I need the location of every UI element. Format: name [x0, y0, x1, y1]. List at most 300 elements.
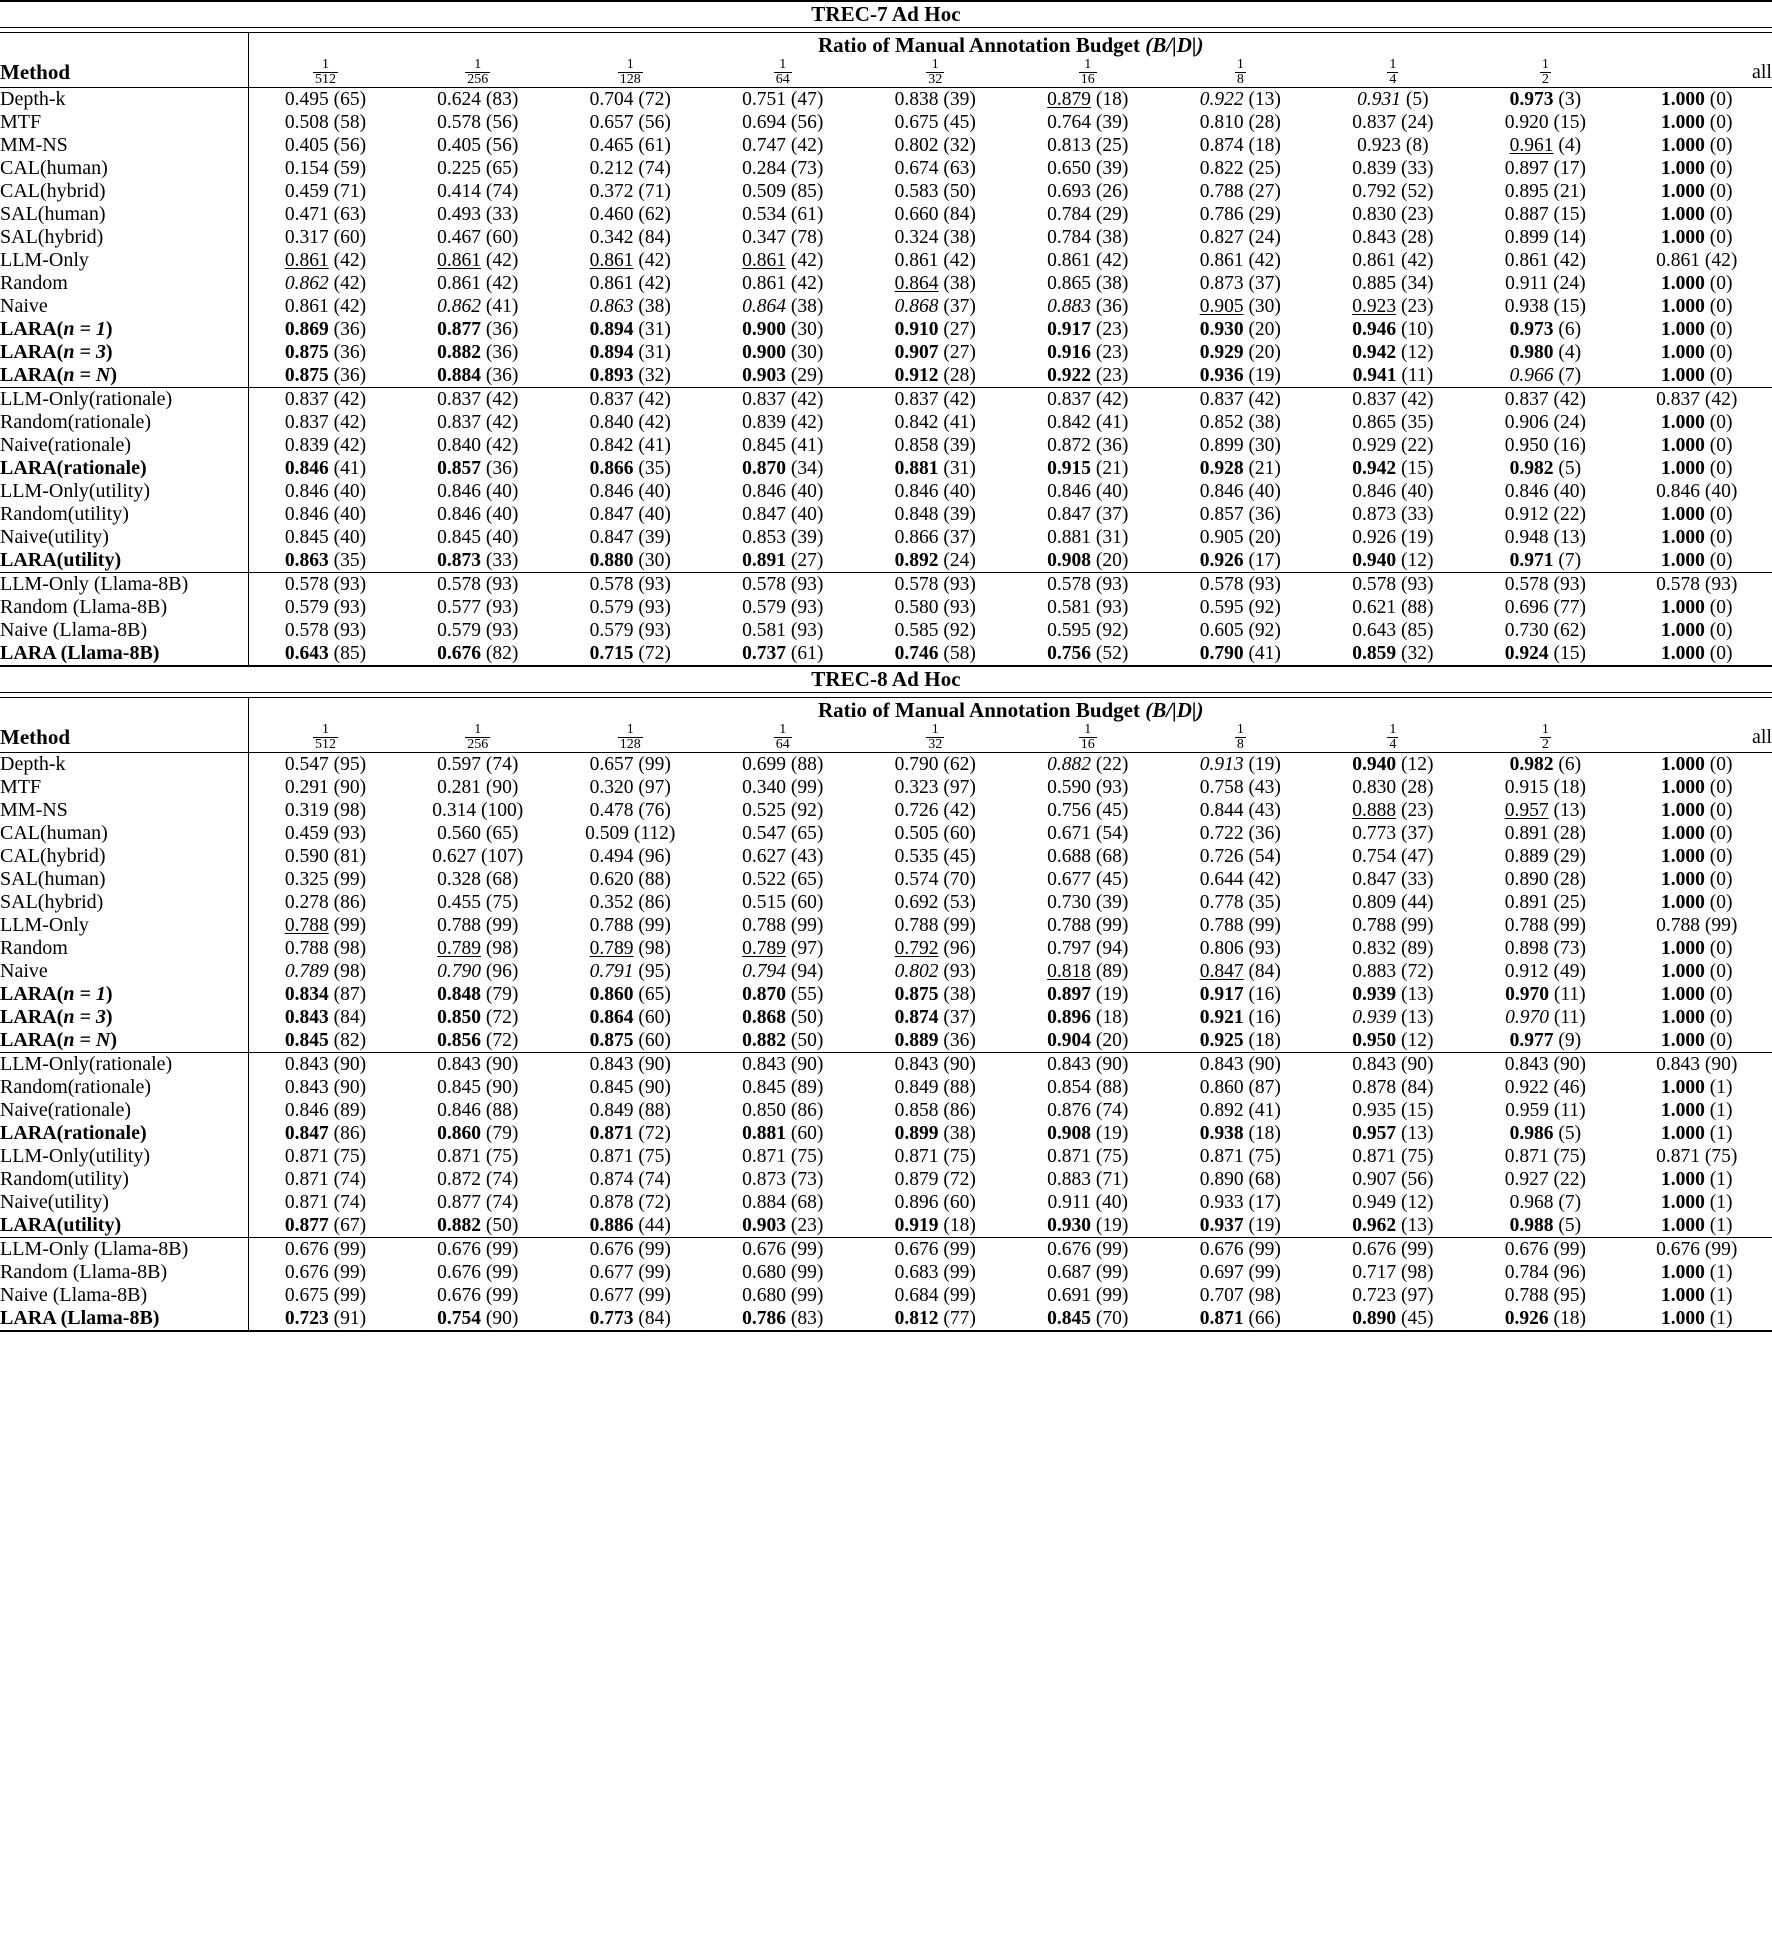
- metric-count: (72): [480, 1029, 519, 1051]
- budget-column-header-16: [1012, 723, 1165, 753]
- metric-count: (65): [786, 822, 824, 844]
- metric-value: 0.508: [284, 111, 329, 133]
- metric-count: (89): [328, 1099, 367, 1121]
- metric-value: 0.291: [284, 776, 329, 798]
- metric-value: 0.842: [1047, 411, 1092, 433]
- metric-count: (41): [1091, 411, 1129, 433]
- metric-cell: [401, 364, 554, 388]
- metric-value: 0.897: [1047, 983, 1092, 1005]
- metric-cell: [859, 1307, 1012, 1331]
- metric-count: (27): [938, 318, 976, 340]
- metric-value: 0.624: [437, 88, 481, 110]
- metric-cell: [1469, 822, 1622, 845]
- metric-count: (93): [480, 619, 519, 641]
- metric-count: (20): [1243, 341, 1281, 363]
- metric-value: 0.832: [1352, 937, 1397, 959]
- metric-value: 0.788: [1047, 914, 1092, 936]
- metric-count: (37): [1396, 822, 1434, 844]
- metric-value: 0.846: [742, 480, 787, 502]
- metric-cell: [1317, 776, 1470, 799]
- table-row: [0, 799, 1772, 822]
- budget-fraction: [926, 58, 944, 88]
- metric-cell: [859, 272, 1012, 295]
- fraction-denominator: 8: [1236, 736, 1244, 752]
- metric-count: (1): [1704, 1284, 1733, 1306]
- metric-count: (83): [786, 1307, 824, 1329]
- metric-cell: [707, 983, 860, 1006]
- metric-count: (58): [938, 642, 976, 664]
- metric-cell: [707, 1006, 860, 1029]
- metric-cell: [1317, 822, 1470, 845]
- metric-cell: [1622, 411, 1772, 434]
- metric-count: (90): [1091, 1053, 1129, 1075]
- metric-cell: [707, 1053, 860, 1076]
- method-name-cell: Naive(rationale): [0, 434, 249, 457]
- metric-cell: [554, 134, 707, 157]
- metric-value: 1.000: [1661, 822, 1705, 844]
- metric-value: 0.842: [894, 411, 939, 433]
- metric-cell: [401, 388, 554, 411]
- metric-count: (99): [1091, 914, 1129, 936]
- metric-cell: [401, 799, 554, 822]
- metric-cell: [401, 526, 554, 549]
- metric-cell: [1317, 249, 1470, 272]
- metric-cell: [1164, 480, 1317, 503]
- metric-value: 1.000: [1661, 753, 1705, 775]
- metric-count: (41): [328, 457, 367, 479]
- metric-count: (15): [1548, 642, 1586, 664]
- method-name-cell: Naive(rationale): [0, 1099, 249, 1122]
- metric-value: 0.788: [1199, 180, 1244, 202]
- metric-value: 0.904: [1047, 1029, 1092, 1051]
- method-name-cell: LARA(rationale): [0, 457, 249, 480]
- metric-value: 0.868: [742, 1006, 787, 1028]
- metric-count: (50): [938, 180, 976, 202]
- metric-value: 1.000: [1661, 1284, 1705, 1306]
- metric-value: 0.875: [894, 983, 939, 1005]
- metric-value: 0.883: [1047, 295, 1092, 317]
- metric-cell: [1469, 503, 1622, 526]
- metric-count: (0): [1704, 111, 1733, 133]
- metric-value: 0.939: [1352, 1006, 1397, 1028]
- table-row: [0, 596, 1772, 619]
- metric-count: (36): [328, 318, 367, 340]
- metric-count: (99): [1243, 1238, 1281, 1260]
- table-row: [0, 411, 1772, 434]
- method-name-suffix: ): [110, 1029, 117, 1052]
- metric-value: 0.866: [894, 526, 939, 548]
- metric-cell: [1317, 318, 1470, 341]
- metric-value: 0.676: [284, 1238, 329, 1260]
- metric-cell: [1622, 434, 1772, 457]
- metric-count: (75): [480, 1145, 519, 1167]
- metric-count: (30): [633, 549, 671, 571]
- fraction-numerator: 1: [626, 56, 634, 72]
- metric-count: (90): [1548, 1053, 1586, 1075]
- metric-count: (67): [328, 1214, 367, 1236]
- metric-count: (1): [1704, 1076, 1733, 1098]
- metric-cell: [554, 1029, 707, 1053]
- metric-value: 0.578: [1199, 573, 1244, 595]
- metric-cell: [401, 1122, 554, 1145]
- metric-count: (29): [1548, 845, 1586, 867]
- table-row: [0, 868, 1772, 891]
- metric-cell: [1164, 642, 1317, 666]
- fraction-denominator: 64: [775, 736, 790, 752]
- metric-value: 0.751: [742, 88, 787, 110]
- metric-cell: [1012, 1214, 1165, 1238]
- metric-cell: [1012, 1284, 1165, 1307]
- metric-value: 0.897: [1504, 157, 1549, 179]
- metric-value: 0.891: [1504, 891, 1549, 913]
- metric-count: (90): [633, 1053, 671, 1075]
- metric-value: 0.597: [437, 753, 481, 775]
- metric-cell: [554, 111, 707, 134]
- metric-cell: [401, 642, 554, 666]
- metric-value: 1.000: [1661, 1006, 1705, 1028]
- metric-value: 0.846: [284, 503, 329, 525]
- metric-cell: [554, 1099, 707, 1122]
- metric-count: (99): [1548, 914, 1586, 936]
- metric-count: (37): [938, 526, 976, 548]
- metric-cell: [1012, 88, 1165, 111]
- metric-value: 0.906: [1504, 411, 1549, 433]
- fraction-denominator: 4: [1389, 71, 1397, 87]
- metric-value: 0.676: [437, 642, 481, 664]
- metric-count: (84): [938, 203, 976, 225]
- metric-count: (5): [1400, 88, 1429, 110]
- metric-cell: [1317, 1191, 1470, 1214]
- method-name-cell: Random(utility): [0, 503, 249, 526]
- metric-value: 0.676: [437, 1238, 481, 1260]
- metric-cell: [1622, 1238, 1772, 1261]
- metric-count: (98): [328, 937, 367, 959]
- metric-cell: [1012, 388, 1165, 411]
- metric-cell: [1012, 1099, 1165, 1122]
- metric-value: 1.000: [1661, 1168, 1705, 1190]
- metric-count: (30): [786, 318, 824, 340]
- table-row: [0, 1284, 1772, 1307]
- metric-value: 0.684: [894, 1284, 939, 1306]
- metric-cell: [249, 753, 402, 776]
- metric-cell: [1622, 776, 1772, 799]
- metric-cell: [1622, 457, 1772, 480]
- metric-value: 0.846: [437, 503, 481, 525]
- table-bottom-rule-cell: [0, 1331, 1772, 1332]
- method-name-cell: CAL(hybrid): [0, 180, 249, 203]
- metric-count: (32): [633, 364, 671, 386]
- metric-value: 0.525: [742, 799, 787, 821]
- method-name-cell: LLM-Only(rationale): [0, 1053, 249, 1076]
- metric-value: 0.861: [742, 249, 787, 271]
- metric-count: (93): [1243, 573, 1281, 595]
- metric-value: 0.846: [284, 480, 329, 502]
- metric-cell: [249, 1261, 402, 1284]
- metric-count: (34): [1396, 272, 1434, 294]
- metric-count: (92): [1243, 596, 1281, 618]
- metric-count: (60): [786, 1122, 824, 1144]
- metric-cell: [554, 1076, 707, 1099]
- metric-count: (0): [1704, 88, 1733, 110]
- metric-cell: [859, 388, 1012, 411]
- metric-cell: [554, 226, 707, 249]
- metric-count: (23): [1091, 341, 1129, 363]
- metric-count: (56): [480, 111, 519, 133]
- metric-cell: [707, 891, 860, 914]
- metric-value: 0.973: [1509, 88, 1554, 110]
- metric-count: (23): [1396, 203, 1434, 225]
- metric-value: 0.455: [437, 891, 481, 913]
- metric-count: (99): [1243, 1261, 1281, 1283]
- metric-cell: [707, 642, 860, 666]
- metric-cell: [1317, 619, 1470, 642]
- metric-cell: [1012, 573, 1165, 596]
- metric-cell: [707, 914, 860, 937]
- metric-cell: [1317, 937, 1470, 960]
- metric-count: (90): [480, 1307, 519, 1329]
- section-title-row: [0, 2, 1772, 28]
- method-name-cell: MM-NS: [0, 134, 249, 157]
- metric-value: 0.837: [1352, 111, 1397, 133]
- metric-count: (42): [786, 411, 824, 433]
- metric-cell: [1012, 845, 1165, 868]
- metric-value: 0.899: [894, 1122, 939, 1144]
- metric-cell: [249, 295, 402, 318]
- metric-cell: [1317, 596, 1470, 619]
- metric-cell: [554, 1145, 707, 1168]
- metric-count: (40): [480, 503, 519, 525]
- metric-value: 0.859: [1352, 642, 1397, 664]
- metric-count: (20): [1091, 1029, 1129, 1051]
- metric-value: 0.687: [1047, 1261, 1092, 1283]
- metric-cell: [859, 960, 1012, 983]
- metric-value: 0.788: [1504, 1284, 1549, 1306]
- metric-value: 1.000: [1661, 134, 1705, 156]
- metric-value: 0.627: [742, 845, 787, 867]
- metric-cell: [249, 157, 402, 180]
- metric-value: 0.861: [437, 272, 481, 294]
- metric-value: 0.792: [894, 937, 939, 959]
- metric-cell: [859, 1006, 1012, 1029]
- metric-cell: [401, 753, 554, 776]
- metric-count: (7): [1553, 1191, 1582, 1213]
- metric-value: 0.871: [1199, 1145, 1244, 1167]
- metric-cell: [1317, 1006, 1470, 1029]
- metric-count: (58): [328, 111, 367, 133]
- metric-cell: [707, 388, 860, 411]
- metric-value: 0.699: [742, 753, 787, 775]
- metric-count: (99): [786, 1284, 824, 1306]
- metric-count: (99): [633, 753, 671, 775]
- metric-cell: [1469, 983, 1622, 1006]
- metric-value: 0.865: [1352, 411, 1397, 433]
- metric-value: 0.846: [1199, 480, 1244, 502]
- metric-value: 0.830: [1352, 776, 1397, 798]
- metric-value: 0.852: [1199, 411, 1244, 433]
- metric-count: (49): [1548, 960, 1586, 982]
- metric-cell: [1164, 619, 1317, 642]
- method-name-suffix: ): [110, 364, 117, 387]
- method-name-cell: LLM-Only (Llama-8B): [0, 573, 249, 596]
- metric-value: 1.000: [1661, 891, 1705, 913]
- metric-cell: [859, 226, 1012, 249]
- metric-cell: [707, 1238, 860, 1261]
- metric-count: (39): [938, 88, 976, 110]
- metric-cell: [554, 776, 707, 799]
- metric-count: (24): [1396, 111, 1434, 133]
- metric-cell: [1317, 157, 1470, 180]
- metric-cell: [1012, 1191, 1165, 1214]
- metric-cell: [554, 272, 707, 295]
- metric-value: 0.871: [589, 1145, 634, 1167]
- metric-count: (52): [1091, 642, 1129, 664]
- metric-cell: [249, 1029, 402, 1053]
- metric-count: (0): [1704, 1006, 1733, 1028]
- metric-cell: [1164, 573, 1317, 596]
- table-row: [0, 157, 1772, 180]
- metric-count: (76): [633, 799, 671, 821]
- metric-cell: [554, 549, 707, 573]
- metric-cell: [401, 157, 554, 180]
- metric-count: (39): [1091, 111, 1129, 133]
- metric-count: (0): [1704, 364, 1733, 386]
- metric-cell: [1622, 1261, 1772, 1284]
- metric-value: 0.789: [742, 937, 787, 959]
- metric-cell: [1469, 203, 1622, 226]
- method-name-cell: [0, 983, 249, 1006]
- metric-count: (92): [786, 799, 824, 821]
- fraction-numerator: 1: [1541, 721, 1549, 737]
- metric-value: 0.871: [284, 1145, 329, 1167]
- metric-value: 0.889: [894, 1029, 939, 1051]
- metric-count: (73): [1548, 937, 1586, 959]
- metric-count: (88): [938, 1076, 976, 1098]
- metric-count: (13): [1548, 526, 1586, 548]
- metric-cell: [1622, 619, 1772, 642]
- metric-cell: [401, 1238, 554, 1261]
- metric-value: 0.737: [742, 642, 787, 664]
- metric-cell: [1164, 1238, 1317, 1261]
- table-row: [0, 573, 1772, 596]
- metric-count: (22): [1548, 503, 1586, 525]
- metric-count: (92): [938, 619, 976, 641]
- metric-count: (63): [938, 157, 976, 179]
- metric-count: (26): [1091, 180, 1129, 202]
- metric-cell: [1317, 642, 1470, 666]
- metric-count: (99): [1700, 914, 1738, 936]
- metric-count: (74): [633, 157, 671, 179]
- metric-count: (42): [1243, 868, 1281, 890]
- metric-value: 0.885: [1352, 272, 1397, 294]
- metric-cell: [1622, 1214, 1772, 1238]
- metric-count: (36): [1243, 822, 1281, 844]
- metric-count: (16): [1243, 1006, 1281, 1028]
- metric-count: (98): [328, 799, 367, 821]
- metric-count: (90): [480, 1053, 519, 1075]
- metric-count: (19): [1091, 1214, 1129, 1236]
- metric-value: 0.773: [589, 1307, 634, 1329]
- metric-count: (20): [1243, 526, 1281, 548]
- metric-value: 0.924: [1504, 642, 1549, 664]
- metric-value: 0.650: [1047, 157, 1092, 179]
- metric-value: 0.882: [1047, 753, 1092, 775]
- metric-cell: [249, 937, 402, 960]
- fraction-numerator: 1: [626, 721, 634, 737]
- metric-count: (13): [1396, 1006, 1434, 1028]
- metric-count: (99): [938, 1284, 976, 1306]
- budget-column-header-16: [1012, 58, 1165, 88]
- metric-cell: [1317, 983, 1470, 1006]
- metric-count: (44): [1396, 891, 1434, 913]
- metric-count: (24): [1548, 272, 1586, 294]
- method-name-cell: Random: [0, 272, 249, 295]
- group-header-spacer: [0, 32, 249, 58]
- method-name-cell: LARA (Llama-8B): [0, 642, 249, 666]
- metric-count: (71): [1091, 1168, 1129, 1190]
- metric-cell: [1317, 88, 1470, 111]
- metric-cell: [1012, 480, 1165, 503]
- metric-cell: [707, 1191, 860, 1214]
- metric-count: (23): [1091, 364, 1129, 386]
- budget-column-header-128: [554, 723, 707, 753]
- metric-cell: [1012, 1307, 1165, 1331]
- metric-cell: [554, 573, 707, 596]
- metric-count: (27): [938, 341, 976, 363]
- metric-value: 0.946: [1352, 318, 1397, 340]
- metric-value: 0.877: [284, 1214, 329, 1236]
- metric-value: 0.861: [589, 249, 634, 271]
- metric-cell: [1317, 434, 1470, 457]
- metric-cell: [1317, 914, 1470, 937]
- metric-value: 0.961: [1509, 134, 1554, 156]
- metric-count: (93): [786, 573, 824, 595]
- metric-value: 0.676: [1352, 1238, 1397, 1260]
- metric-count: (84): [1396, 1076, 1434, 1098]
- metric-cell: [1622, 914, 1772, 937]
- metric-value: 0.843: [1047, 1053, 1092, 1075]
- metric-count: (90): [633, 1076, 671, 1098]
- metric-count: (28): [1548, 822, 1586, 844]
- metric-cell: [859, 937, 1012, 960]
- metric-count: (28): [1243, 111, 1281, 133]
- method-name-cell: Random (Llama-8B): [0, 596, 249, 619]
- metric-cell: [1317, 203, 1470, 226]
- metric-count: (50): [786, 1006, 824, 1028]
- metric-cell: [401, 203, 554, 226]
- metric-value: 0.707: [1199, 1284, 1244, 1306]
- metric-value: 0.676: [1656, 1238, 1701, 1260]
- metric-count: (36): [480, 341, 519, 363]
- metric-cell: [1469, 157, 1622, 180]
- metric-value: 0.894: [589, 341, 634, 363]
- metric-value: 0.926: [1199, 549, 1244, 571]
- metric-count: (71): [328, 180, 367, 202]
- fraction-denominator: 256: [467, 71, 489, 87]
- metric-value: 0.930: [1199, 318, 1244, 340]
- metric-value: 0.578: [284, 573, 329, 595]
- metric-cell: [707, 1029, 860, 1053]
- metric-count: (62): [633, 203, 671, 225]
- metric-count: (37): [938, 295, 976, 317]
- metric-cell: [1012, 822, 1165, 845]
- metric-value: 0.578: [1656, 573, 1701, 595]
- metric-cell: [707, 411, 860, 434]
- metric-value: 0.493: [437, 203, 481, 225]
- metric-value: 0.837: [1352, 388, 1397, 410]
- metric-count: (85): [1396, 619, 1434, 641]
- metric-count: (40): [786, 503, 824, 525]
- metric-value: 0.861: [437, 249, 481, 271]
